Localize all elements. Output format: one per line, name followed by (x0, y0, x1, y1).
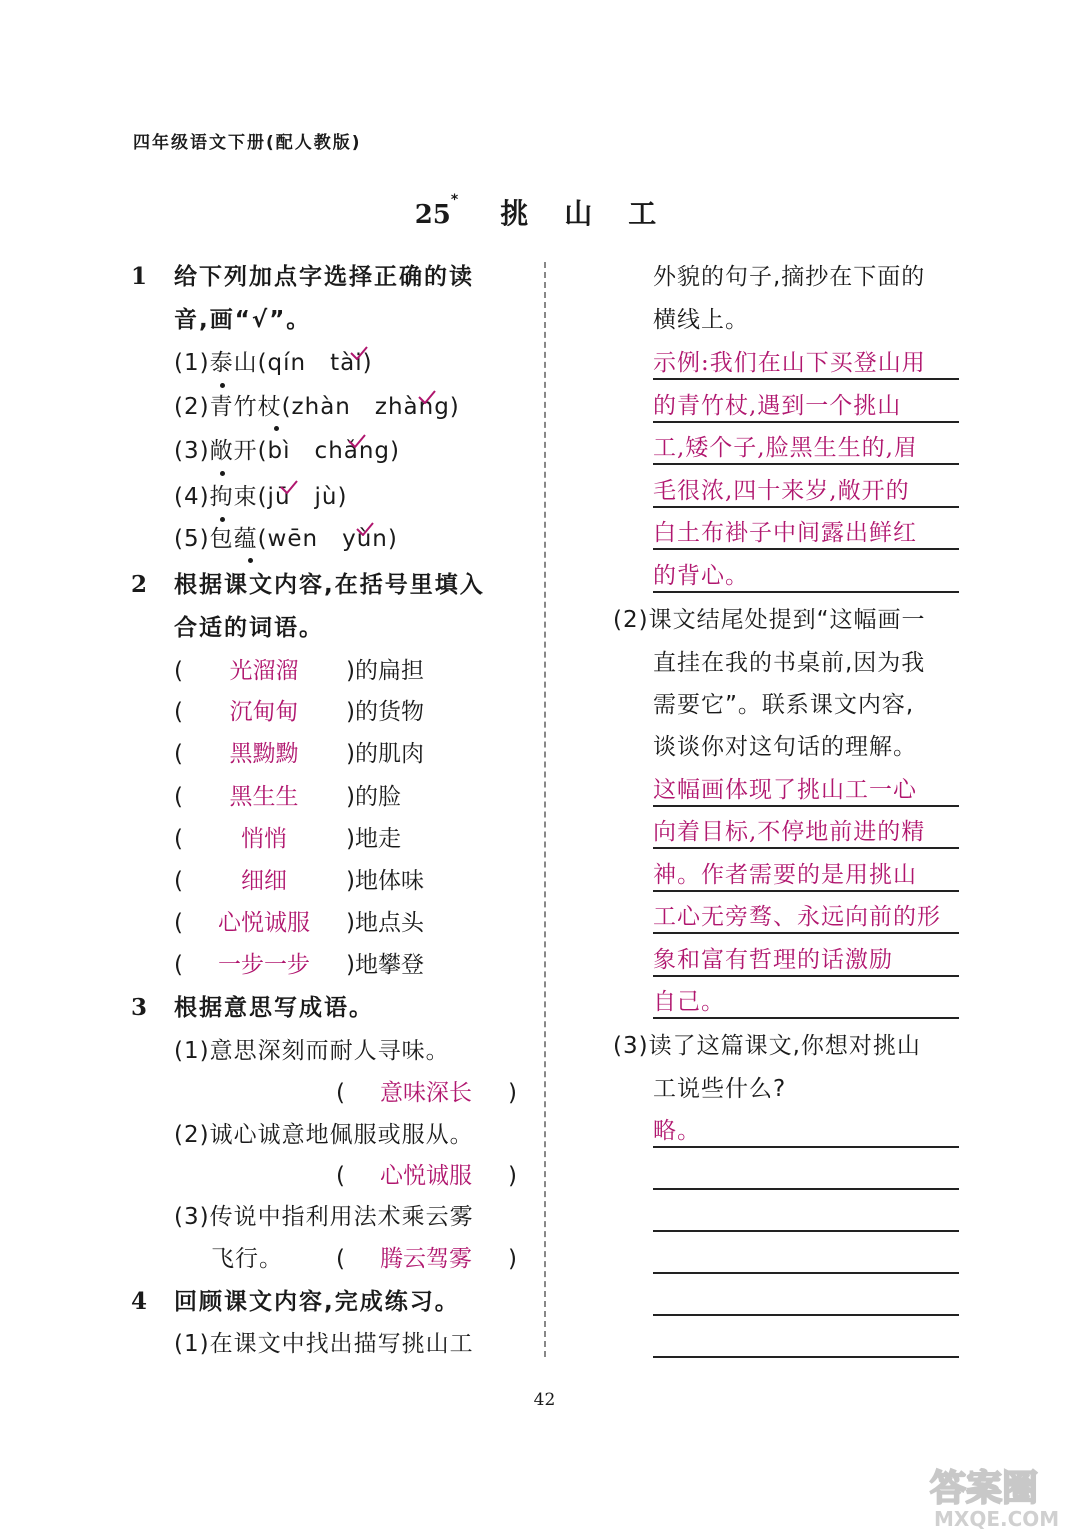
q1-item-4: (4)拘束(jū jù) (174, 484, 348, 510)
emphasis-dot (248, 558, 253, 563)
watermark-logo (924, 1460, 1084, 1532)
q1-item-3: (3)敞开(bì chǎng) (174, 438, 401, 464)
title-char-1: 挑 (500, 197, 529, 230)
q2-row-1 (174, 656, 534, 686)
paren-open: ( (174, 658, 183, 684)
paren-open: ( (336, 1246, 345, 1272)
q4-item-2-line3: 需要它”。联系课文内容, (653, 692, 915, 718)
emphasis-dot (274, 426, 279, 431)
q4-item-1-line1: (1)在课文中找出描写挑山工 (174, 1331, 474, 1357)
q3-answer-row-3 (336, 1244, 526, 1274)
q2-instruction-line1: 根据课文内容,在括号里填入 (174, 572, 485, 598)
blank-answer-line (653, 1188, 959, 1190)
q2-row-2 (174, 697, 534, 727)
q4-answer-1-line-4: 毛很浓,四十来岁,敞开的 (653, 476, 959, 508)
q4-item-3-line2: 工说些什么? (653, 1076, 787, 1102)
q4-instruction: 回顾课文内容,完成练习。 (174, 1289, 460, 1315)
q4-answer-2-line-6: 自己。 (653, 987, 959, 1019)
lesson-title (0, 192, 1089, 232)
q2-suffix-7: )地点头 (346, 910, 424, 936)
paren-close: ) (508, 1246, 517, 1272)
q4-item-2-line2: 直挂在我的书桌前,因为我 (653, 650, 926, 676)
q4-item-1-line3: 横线上。 (653, 307, 749, 333)
emphasis-dot (220, 471, 225, 476)
q3-item-2: (2)诚心诚意地佩服或服从。 (174, 1122, 474, 1148)
q2-row-7 (174, 908, 534, 938)
paren-open: ( (174, 784, 183, 810)
q2-answer-5: 悄悄 (241, 826, 287, 852)
q2-row-6 (174, 866, 534, 896)
paren-close: ) (508, 1080, 517, 1106)
q4-item-3-line1: (3)读了这篇课文,你想对挑山 (613, 1033, 921, 1059)
q3-answer-row-1 (336, 1078, 526, 1108)
q2-suffix-5: )地走 (346, 826, 401, 852)
q4-answer-2-line-4: 工心无旁骛、永远向前的形 (653, 902, 959, 934)
q3-answer-3: 腾云驾雾 (380, 1246, 472, 1272)
check-mark-icon (348, 434, 366, 448)
q4-answer-2-line-1: 这幅画体现了挑山工一心 (653, 775, 959, 807)
q2-answer-8: 一步一步 (218, 952, 310, 978)
q4-answer-2-line-5: 象和富有哲理的话激励 (653, 945, 959, 977)
q1-number: 1 (131, 263, 149, 290)
title-char-2: 山 (564, 197, 593, 230)
q4-item-1-line2: 外貌的句子,摘抄在下面的 (653, 264, 926, 290)
q2-suffix-6: )地体味 (346, 868, 424, 894)
check-mark-icon (356, 522, 374, 536)
q2-row-8 (174, 950, 534, 980)
q4-answer-1-line-6: 的背心。 (653, 561, 959, 593)
q2-suffix-1: )的扁担 (346, 658, 424, 684)
q4-answer-3-line-1: 略。 (653, 1116, 959, 1148)
q4-answer-2-line-3: 神。作者需要的是用挑山 (653, 860, 959, 892)
blank-answer-line (653, 1230, 959, 1232)
lesson-star: * (450, 192, 459, 208)
q1-item-1: (1)泰山(qín tài) (174, 350, 373, 376)
q3-instruction: 根据意思写成语。 (174, 995, 374, 1021)
paren-open: ( (174, 741, 183, 767)
blank-answer-line (653, 1314, 959, 1316)
q1-item-2: (2)青竹杖(zhàn zhàng) (174, 394, 460, 420)
paren-open: ( (174, 910, 183, 936)
q2-row-3 (174, 739, 534, 769)
paren-open: ( (174, 952, 183, 978)
q2-answer-1: 光溜溜 (229, 658, 299, 684)
q4-number: 4 (131, 1288, 149, 1315)
q1-item-5: (5)包蕴(wēn yùn) (174, 526, 398, 552)
q2-suffix-2: )的货物 (346, 699, 424, 725)
q2-answer-2: 沉甸甸 (229, 699, 299, 725)
paren-open: ( (174, 868, 183, 894)
check-mark-icon (350, 346, 368, 360)
q2-answer-4: 黑生生 (229, 784, 299, 810)
watermark-main-text: 答案圈 (930, 1468, 1039, 1509)
paren-open: ( (174, 826, 183, 852)
q4-answer-1-line-3: 工,矮个子,脸黑生生的,眉 (653, 433, 959, 465)
paren-open: ( (336, 1163, 345, 1189)
paren-open: ( (174, 699, 183, 725)
book-header: 四年级语文下册(配人教版) (133, 133, 362, 153)
q2-suffix-3: )的肌肉 (346, 741, 424, 767)
q3-item-1: (1)意思深刻而耐人寻味。 (174, 1038, 450, 1064)
blank-answer-line (653, 1272, 959, 1274)
watermark-sub-text: MXQE.COM (934, 1507, 1060, 1531)
q2-row-5 (174, 824, 534, 854)
q2-answer-6: 细细 (241, 868, 287, 894)
q2-answer-3: 黑黝黝 (229, 741, 299, 767)
q4-answer-2-line-2: 向着目标,不停地前进的精 (653, 817, 959, 849)
lesson-number: 25 (414, 200, 451, 230)
emphasis-dot (220, 517, 225, 522)
q3-answer-row-2 (336, 1161, 526, 1191)
q3-answer-1: 意味深长 (380, 1080, 472, 1106)
title-char-3: 工 (628, 197, 657, 230)
q2-instruction-line2: 合适的词语。 (174, 615, 324, 641)
blank-answer-line (653, 1356, 959, 1358)
q4-item-2-line4: 谈谈你对这句话的理解。 (653, 734, 917, 760)
paren-close: ) (508, 1163, 517, 1189)
q2-suffix-8: )地攀登 (346, 952, 424, 978)
q2-number: 2 (131, 571, 149, 598)
emphasis-dot (220, 383, 225, 388)
page-number: 42 (533, 1390, 556, 1410)
q4-answer-1-line-2: 的青竹杖,遇到一个挑山 (653, 391, 959, 423)
q3-item-3-line2: 飞行。 (211, 1246, 283, 1272)
q1-instruction-line2: 音,画“√”。 (174, 307, 312, 333)
q4-answer-1-line-5: 白土布褂子中间露出鲜红 (653, 518, 959, 550)
column-divider (544, 262, 546, 1357)
paren-open: ( (336, 1080, 345, 1106)
q4-answer-1-line-1: 示例:我们在山下买登山用 (653, 348, 959, 380)
q1-instruction-line1: 给下列加点字选择正确的读 (174, 264, 474, 290)
q3-item-3-line1: (3)传说中指利用法术乘云雾 (174, 1204, 474, 1230)
q2-suffix-4: )的脸 (346, 784, 401, 810)
q2-answer-7: 心悦诚服 (218, 910, 310, 936)
q4-item-2-line1: (2)课文结尾处提到“这幅画一 (613, 607, 926, 633)
q2-row-4 (174, 782, 534, 812)
q3-number: 3 (131, 994, 149, 1021)
q3-answer-2: 心悦诚服 (380, 1163, 472, 1189)
check-mark-icon (418, 390, 436, 404)
check-mark-icon (280, 480, 298, 494)
